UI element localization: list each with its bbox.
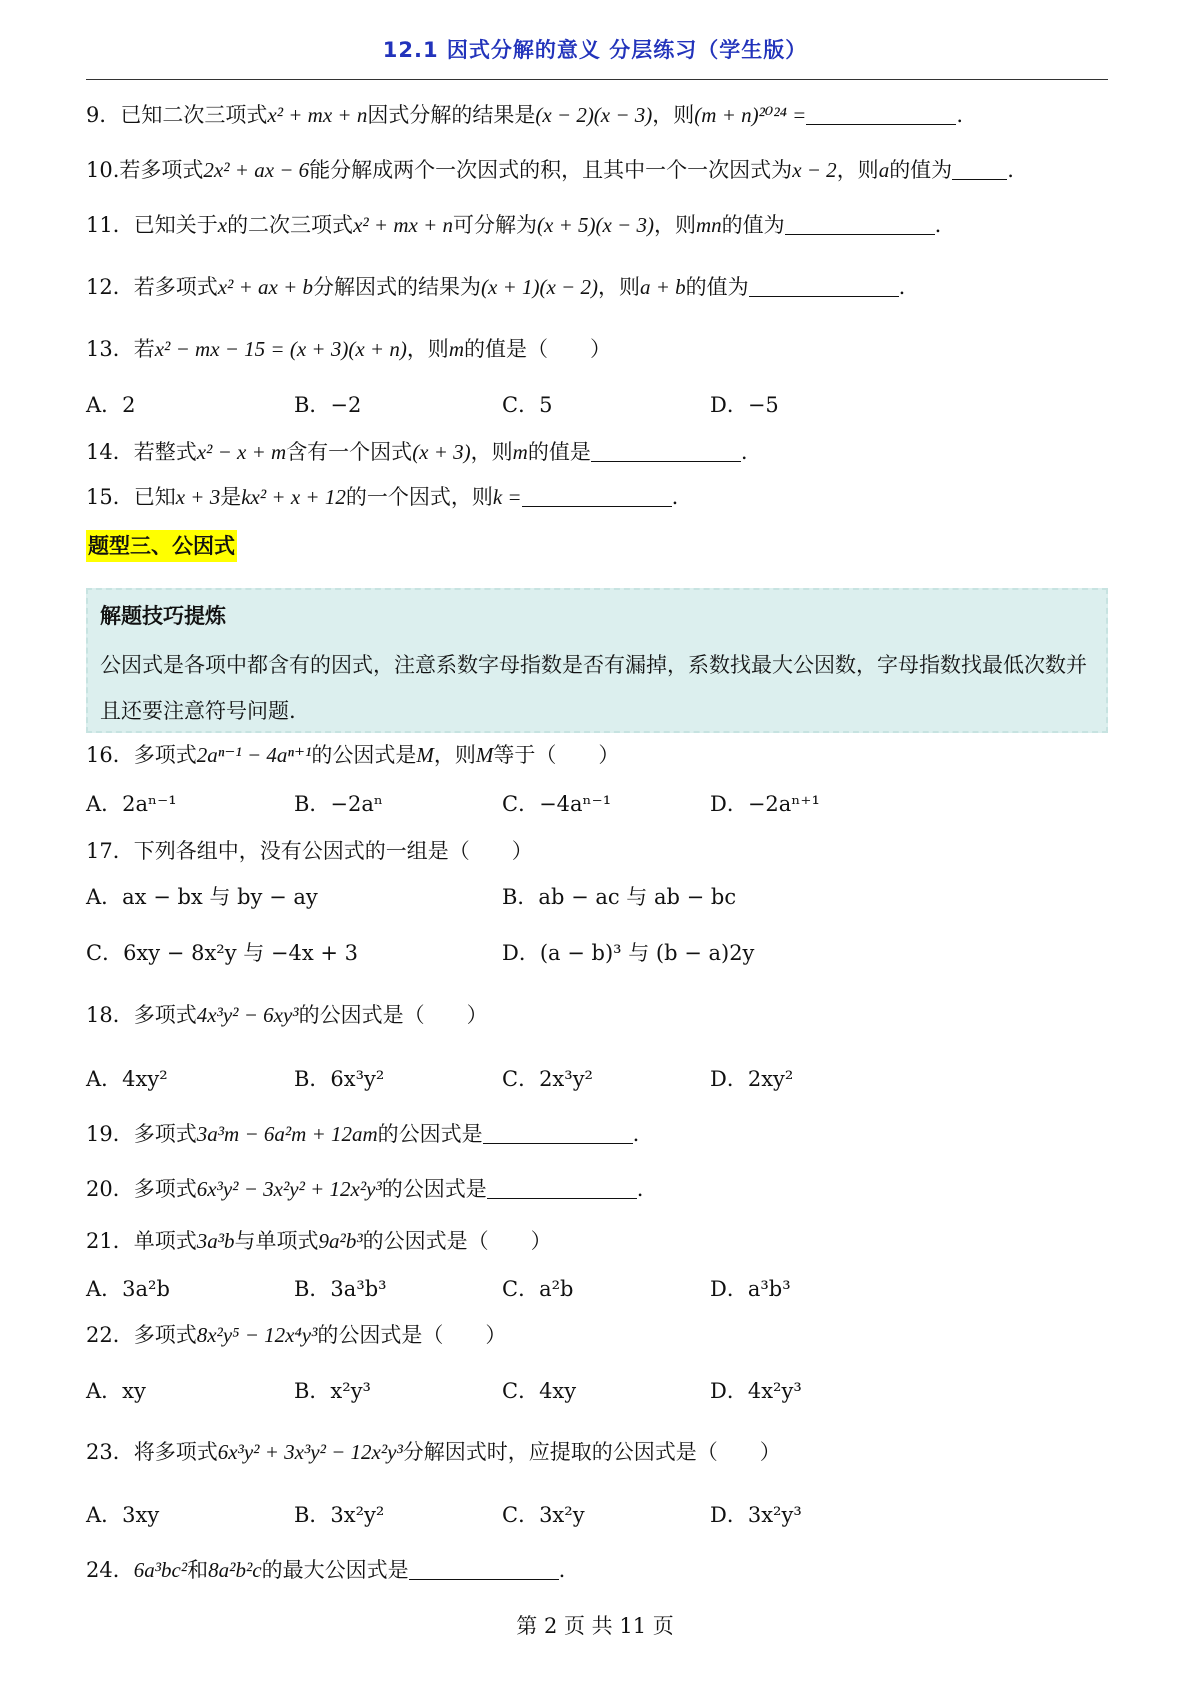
option-c[interactable]: C．3x²y [502,1503,585,1527]
math: a + b [639,275,686,299]
option-b[interactable]: B．3a³b³ [294,1277,387,1301]
answer-blank[interactable] [409,1557,559,1580]
question-number: 18． [86,1003,134,1027]
math: x² − mx − 15 = (x + 3)(x + n) [154,337,407,361]
question-23: 23．将多项式6x³y² + 3x³y² − 12x²y³分解因式时，应提取的公因式是（ ） [86,1440,781,1464]
option-a[interactable]: A．4xy² [86,1067,168,1091]
math: x [217,213,228,237]
option-a[interactable]: A．ax − bx 与 by − ay [86,885,318,909]
option-b[interactable]: B．−2aⁿ [294,792,383,816]
math: 3a³m − 6a²m + 12am [196,1122,378,1146]
question-number: 24． [86,1558,134,1582]
question-number: 15． [86,485,134,509]
question-number: 13． [86,337,134,361]
question-number: 22． [86,1323,134,1347]
math: x + 3 [175,485,221,509]
option-c[interactable]: C．−4aⁿ⁻¹ [502,792,612,816]
option-a[interactable]: A．3xy [86,1503,160,1527]
answer-blank[interactable] [749,274,899,297]
math: (x + 5)(x − 3) [537,213,654,237]
question-19: 19．多项式3a³m − 6a²m + 12am的公因式是 . [86,1122,640,1146]
option-a[interactable]: A．xy [86,1379,146,1403]
question-number: 12． [86,275,134,299]
page-number: 第 2 页 共 11 页 [516,1614,674,1638]
math: m [512,440,528,464]
question-number: 17． [86,839,134,863]
option-b[interactable]: B．3x²y² [294,1503,385,1527]
page-title: 12.1 因式分解的意义 分层练习（学生版） [382,38,808,62]
math: a [878,158,890,182]
math: (x − 2)(x − 3) [535,103,653,127]
option-c[interactable]: C．5 [502,393,553,417]
option-c[interactable]: C．a²b [502,1277,574,1301]
option-d[interactable]: D．3x²y³ [710,1503,802,1527]
option-d[interactable]: D．a³b³ [710,1277,791,1301]
option-b[interactable]: B．6x³y² [294,1067,385,1091]
math: 8a²b²c [208,1558,262,1582]
option-d[interactable]: D．(a − b)³ 与 (b − a)2y [502,941,755,965]
question-number: 16． [86,743,134,767]
math: M [475,743,494,767]
answer-blank[interactable] [522,484,672,507]
question-number: 19． [86,1122,134,1146]
question-11: 11．已知关于x的二次三项式x² + mx + n可分解为(x + 5)(x − 3)，则mn的值为 . [86,213,942,237]
option-a[interactable]: A．2 [86,393,136,417]
math: 6x³y² − 3x²y² + 12x²y³ [196,1177,382,1201]
math: (x + 1)(x − 2) [481,275,598,299]
math: M [416,743,434,767]
question-number: 21． [86,1229,134,1253]
question-13: 13．若x² − mx − 15 = (x + 3)(x + n)，则m的值是（ ） [86,337,611,361]
question-number: 11． [86,213,134,237]
question-17: 17．下列各组中，没有公因式的一组是（ ） [86,839,533,863]
math: x² + mx + n [353,213,454,237]
math: m [448,337,464,361]
math: x² + ax + b [217,275,314,299]
option-b[interactable]: B．x²y³ [294,1379,371,1403]
section-heading: 题型三、公因式 [86,530,237,562]
question-12: 12．若多项式x² + ax + b分解因式的结果为(x + 1)(x − 2)，则a + b的值为 . [86,275,906,299]
math: 2x² + ax − 6 [203,158,310,182]
header-divider [86,79,1108,80]
option-a[interactable]: A．2aⁿ⁻¹ [86,792,177,816]
math: (m + n)²⁰²⁴ = [694,103,807,127]
tips-box [86,588,1108,733]
math: x² + mx + n [267,103,368,127]
math: 2aⁿ⁻¹ − 4aⁿ⁺¹ [196,743,312,767]
option-d[interactable]: D．2xy² [710,1067,794,1091]
math: 6a³bc² [133,1558,188,1582]
math: 9a²b³ [318,1229,363,1253]
option-c[interactable]: C．2x³y² [502,1067,593,1091]
math: kx² + x + 12 [241,485,346,509]
tips-body: 公因式是各项中都含有的因式，注意系数字母指数是否有漏掉，系数找最大公因数，字母指数找最低次数并且还要注意符号问题. [100,653,1087,723]
math: x² − x + m [196,440,287,464]
option-c[interactable]: C．4xy [502,1379,577,1403]
question-number: 23． [86,1440,134,1464]
math: (x + 3) [412,440,471,464]
question-number: 9． [86,103,121,127]
question-24: 24．6a³bc²和8a²b²c的最大公因式是 . [86,1558,566,1582]
option-a[interactable]: A．3a²b [86,1277,170,1301]
option-d[interactable]: D．−2aⁿ⁺¹ [710,792,820,816]
question-10: 10.若多项式2x² + ax − 6能分解成两个一次因式的积，且其中一个一次因式为x − 2，则a的值为 . [86,158,1014,182]
question-number: 10. [86,158,120,182]
math: 4x³y² − 6xy³ [196,1003,299,1027]
option-b[interactable]: B．−2 [294,393,362,417]
question-15: 15．已知x + 3是kx² + x + 12的一个因式，则k = . [86,485,679,509]
answer-blank[interactable] [487,1176,637,1199]
math: 8x²y⁵ − 12x⁴y³ [196,1323,318,1347]
question-number: 14． [86,440,134,464]
option-d[interactable]: D．−5 [710,393,779,417]
math: 6x³y² + 3x³y² − 12x²y³ [217,1440,403,1464]
answer-blank[interactable] [806,102,956,125]
option-b[interactable]: B．ab − ac 与 ab − bc [502,885,737,909]
question-14: 14．若整式x² − x + m含有一个因式(x + 3)，则m的值是 . [86,440,748,464]
math: x − 2 [792,158,837,182]
math: k = [492,485,522,509]
answer-blank[interactable] [483,1121,633,1144]
question-16: 16．多项式2aⁿ⁻¹ − 4aⁿ⁺¹的公因式是M，则M等于（ ） [86,743,620,767]
question-number: 20． [86,1177,134,1201]
answer-blank[interactable] [591,439,741,462]
answer-blank[interactable] [952,157,1007,180]
question-22: 22．多项式8x²y⁵ − 12x⁴y³的公因式是（ ） [86,1323,507,1347]
option-d[interactable]: D．4x²y³ [710,1379,802,1403]
answer-blank[interactable] [785,212,935,235]
question-18: 18．多项式4x³y² − 6xy³的公因式是（ ） [86,1003,488,1027]
question-9: 9．已知二次三项式x² + mx + n因式分解的结果是(x − 2)(x − 3)，则(m + n)²⁰²⁴ = . [86,103,964,127]
question-20: 20．多项式6x³y² − 3x²y² + 12x²y³的公因式是 . [86,1177,644,1201]
question-21: 21．单项式3a³b与单项式9a²b³的公因式是（ ） [86,1229,552,1253]
math: 3a³b [196,1229,235,1253]
math: mn [695,213,722,237]
tips-title: 解题技巧提炼 [100,604,226,628]
option-c[interactable]: C．6xy − 8x²y 与 −4x + 3 [86,941,359,965]
